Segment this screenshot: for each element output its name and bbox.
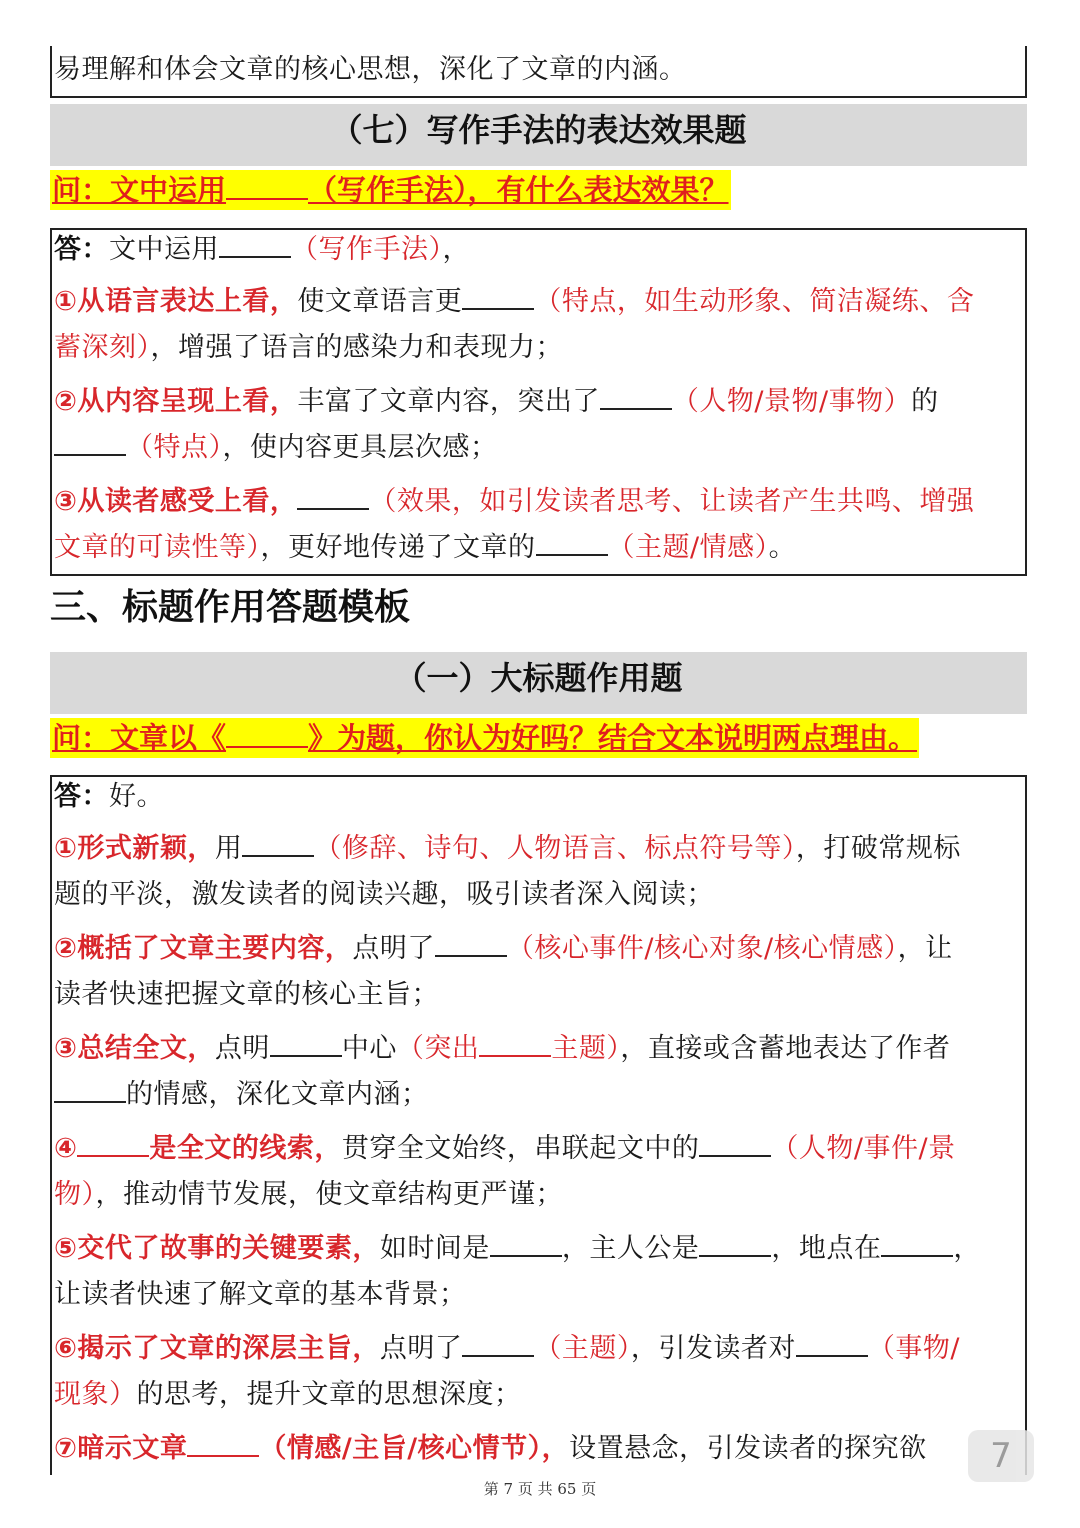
answer-text: 如时间是 [379,1233,490,1264]
page-badge: 7 [968,1430,1034,1482]
answer-hint: （主题） [534,1333,631,1364]
answer-box-7 [50,228,1027,576]
answer-text: 点明了 [379,1333,463,1364]
answer-text: 用 [214,833,243,864]
answer-blank [270,1031,342,1057]
question-1 [50,718,919,758]
answer-blank [462,284,534,310]
continuation-box [50,46,1027,98]
answer-text: ，引发读者对 [630,1333,796,1364]
point-heading: ⑥揭示了文章的深层主旨， [54,1333,380,1364]
answer-1-line-12 [54,1331,1023,1367]
answer-text: 设置悬念，引发读者的探究欲 [569,1433,927,1464]
point-heading: 是全文的线索， [149,1133,342,1164]
answer-blank [54,430,126,456]
question-1-prefix: 问：文章以《 [52,721,227,755]
answer-text: 点明了 [352,933,435,964]
answer-hint: （核心事件/核心对象/核心情感） [506,933,898,964]
answer-hint: 物） [54,1179,96,1210]
page-footer: 第 7 页 共 65 页 [483,1480,597,1498]
answer-hint: （突出 [396,1033,480,1064]
answer-1-line-3 [54,877,1023,913]
answer-hint: 蓄深刻） [54,332,151,363]
question-1-suffix: 》为题，你认为好吗？结合文本说明两点理由。 [308,721,918,755]
answer-1-line-7 [54,1077,1023,1113]
point-heading: ④ [54,1133,78,1164]
section-header-1 [50,652,1027,714]
question-7-suffix: （写作手法），有什么表达效果？ [308,173,729,207]
answer-blank [187,1431,259,1457]
answer-7-line-5 [54,430,1023,466]
point-heading: ③总结全文， [54,1033,215,1064]
answer-blank [699,1131,771,1157]
answer-1-line-5 [54,977,1023,1013]
question-7-blank [226,172,308,200]
answer-hint: 文章的可读性等） [54,532,261,563]
answer-hint: （效果，如引发读者思考、让读者产生共鸣、增强 [369,486,975,517]
answer-text: 使文章语言更 [297,286,463,317]
answer-text: 丰富了文章内容，突出了 [297,386,600,417]
answer-box-1 [50,775,1027,1475]
question-7 [50,170,731,210]
answer-blank [435,931,507,957]
section-header-7 [50,104,1027,166]
answer-text: ，更好地传递了文章的 [260,532,536,563]
point-heading: （情感/主旨/核心情节）， [259,1433,570,1464]
answer-7-line-6 [54,484,1023,520]
continuation-text: 易理解和体会文章的核心思想，深化了文章的内涵。 [54,54,687,85]
answer-blank [219,232,291,258]
answer-text: 的思考，提升文章的思想深度； [136,1379,522,1410]
answer-blank [536,530,608,556]
answer-1-line-14 [54,1431,1023,1467]
answer-blank [699,1231,771,1257]
answer-hint: （人物/事件/景 [771,1133,956,1164]
answer-blank [297,484,369,510]
point-heading: ⑤交代了故事的关键要素， [54,1233,380,1264]
answer-hint: （特点） [126,432,223,463]
answer-hint: （特点，如生动形象、简洁凝练、含 [534,286,975,317]
answer-1-line-10 [54,1231,1023,1267]
answer-hint: （主题/情感） [607,532,769,563]
answer-1-line-2 [54,831,1023,867]
answer-text: ，地点在 [771,1233,882,1264]
point-heading: ②概括了文章主要内容， [54,933,353,964]
answer-blank [77,1131,149,1157]
answer-label: 答： [54,781,109,812]
answer-7-line-3 [54,330,1023,366]
answer-blank [54,1077,126,1103]
answer-hint: 现象） [54,1379,137,1410]
answer-1-line-6 [54,1031,1023,1067]
answer-text: ， [953,1233,981,1264]
answer-blank [462,1331,534,1357]
answer-text: ， [442,234,470,265]
section-title-3: 三、标题作用答题模板 [50,587,411,628]
answer-1-line-8 [54,1131,1023,1167]
answer-text: 。 [768,532,797,563]
answer-1-line-13 [54,1377,1023,1413]
answer-blank [242,831,314,857]
answer-text: 的情感，深化文章内涵； [126,1079,429,1110]
answer-hint: 主题） [551,1033,621,1064]
point-heading: ②从内容呈现上看， [54,386,298,417]
point-heading: ③从读者感受上看， [54,486,298,517]
answer-blank [600,384,672,410]
answer-hint: （人物/景物/事物） [671,386,912,417]
answer-7-line-4 [54,384,1023,420]
answer-7-line-1 [54,232,1023,268]
answer-1-line-9 [54,1177,1023,1213]
answer-text: 文中运用 [109,234,219,265]
answer-text: ，使内容更具层次感； [222,432,498,463]
answer-hint: （事物/ [867,1333,960,1364]
answer-hint: （修辞、诗句、人物语言、标点符号等） [314,833,796,864]
answer-text: ，推动情节发展，使文章结构更严谨； [95,1179,563,1210]
answer-text: 好。 [109,781,164,812]
answer-text: ，主人公是 [561,1233,700,1264]
answer-text: ，直接或含蓄地表达了作者 [620,1033,951,1064]
answer-label: 答： [54,234,109,265]
answer-text: 点明 [214,1033,270,1064]
answer-1-line-11 [54,1277,1023,1313]
answer-text: 题的平淡，激发读者的阅读兴趣，吸引读者深入阅读； [54,879,714,910]
answer-text: 让读者快速了解文章的基本背景； [54,1279,467,1310]
answer-7-line-2 [54,284,1023,320]
question-7-prefix: 问：文中运用 [52,173,227,207]
answer-hint: （写作手法） [291,234,443,265]
answer-blank [479,1031,551,1057]
point-heading: ⑦暗示文章 [54,1433,188,1464]
answer-blank [881,1231,953,1257]
section-header-7-text: （七）写作手法的表达效果题 [330,111,747,149]
answer-text: 贯穿全文始终，串联起文中的 [341,1133,700,1164]
answer-1-line-1 [54,779,1023,815]
answer-text: ，增强了语言的感染力和表现力； [150,332,563,363]
answer-text: 的 [911,386,939,417]
question-1-blank [226,720,308,748]
answer-text: ，让 [897,933,953,964]
answer-blank [490,1231,562,1257]
answer-1-line-4 [54,931,1023,967]
section-header-1-text: （一）大标题作用题 [394,659,683,697]
answer-text: 中心 [341,1033,397,1064]
answer-text: ，打破常规标 [795,833,961,864]
answer-7-line-7 [54,530,1023,566]
answer-blank [796,1331,868,1357]
point-heading: ①从语言表达上看， [54,286,298,317]
answer-text: 读者快速把握文章的核心主旨； [54,979,439,1010]
point-heading: ①形式新颖， [54,833,215,864]
